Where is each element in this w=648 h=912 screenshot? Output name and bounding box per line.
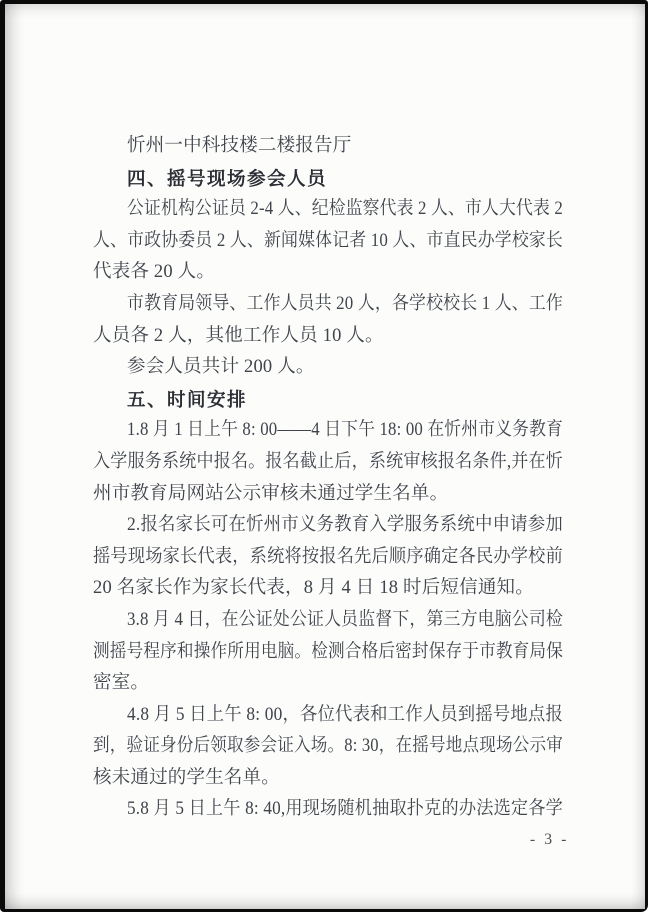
participants-paragraph-line: 市教育局领导、工作人员共 20 人，各学校校长 1 人、工作 xyxy=(127,293,563,314)
section-heading-participants-label: 四、摇号现场参会人员 xyxy=(127,167,328,189)
schedule-item-line: 入学服务系统中报名。报名截止后，系统审核报名条件,并在忻 xyxy=(93,451,563,472)
section-heading-schedule xyxy=(93,384,563,416)
schedule-item-line: 密室。 xyxy=(93,673,150,694)
schedule-item-line: 州市教育局网站公示审核未通过学生名单。 xyxy=(93,483,449,504)
schedule-item-line: 1.8 月 1 日上午 8: 00——4 日下午 18: 00 在忻州市义务教育 xyxy=(127,420,563,441)
document-page xyxy=(5,4,645,909)
schedule-item-line: 测摇号程序和操作所用电脑。检测合格后密封保存于市教育局保 xyxy=(93,641,563,662)
schedule-item-line: 摇号现场家长代表，系统将按报名先后顺序确定各民办学校前 xyxy=(93,546,563,567)
schedule-item-line: 20 名家长作为家长代表，8 月 4 日 18 时后短信通知。 xyxy=(93,578,534,599)
section-heading-schedule-label: 五、时间安排 xyxy=(127,388,248,410)
schedule-item-line: 4.8 月 5 日上午 8: 00，各位代表和工作人员到摇号地点报 xyxy=(127,704,563,725)
schedule-item-line: 到，验证身份后领取参会证入场。8: 30，在摇号地点现场公示审 xyxy=(93,736,563,757)
schedule-item-line: 2.报名家长可在忻州市义务教育入学服务系统中申请参加 xyxy=(127,515,563,536)
participants-total-line: 参会人员共计 200 人。 xyxy=(127,357,315,378)
participants-paragraph-line: 人、市政协委员 2 人、新闻媒体记者 10 人、市直民办学校家长 xyxy=(93,230,563,251)
page-number: - 3 - xyxy=(529,831,569,848)
participants-paragraph-line: 人员各 2 人，其他工作人员 10 人。 xyxy=(93,325,384,346)
section-heading-participants xyxy=(93,163,563,195)
venue-text-label: 忻州一中科技楼二楼报告厅 xyxy=(127,136,352,156)
participants-paragraph-line: 代表各 20 人。 xyxy=(93,262,216,283)
schedule-item-line: 3.8 月 4 日，在公证处公证人员监督下，第三方电脑公司检 xyxy=(127,609,563,630)
schedule-item-line: 5.8 月 5 日上午 8: 40,用现场随机抽取扑克的办法选定各学 xyxy=(127,799,563,820)
document-body xyxy=(93,131,563,826)
participants-paragraph-line: 公证机构公证员 2-4 人、纪检监察代表 2 人、市人大代表 2 xyxy=(127,199,563,220)
venue-text xyxy=(93,131,563,163)
schedule-item-line: 核未通过的学生名单。 xyxy=(93,767,281,788)
